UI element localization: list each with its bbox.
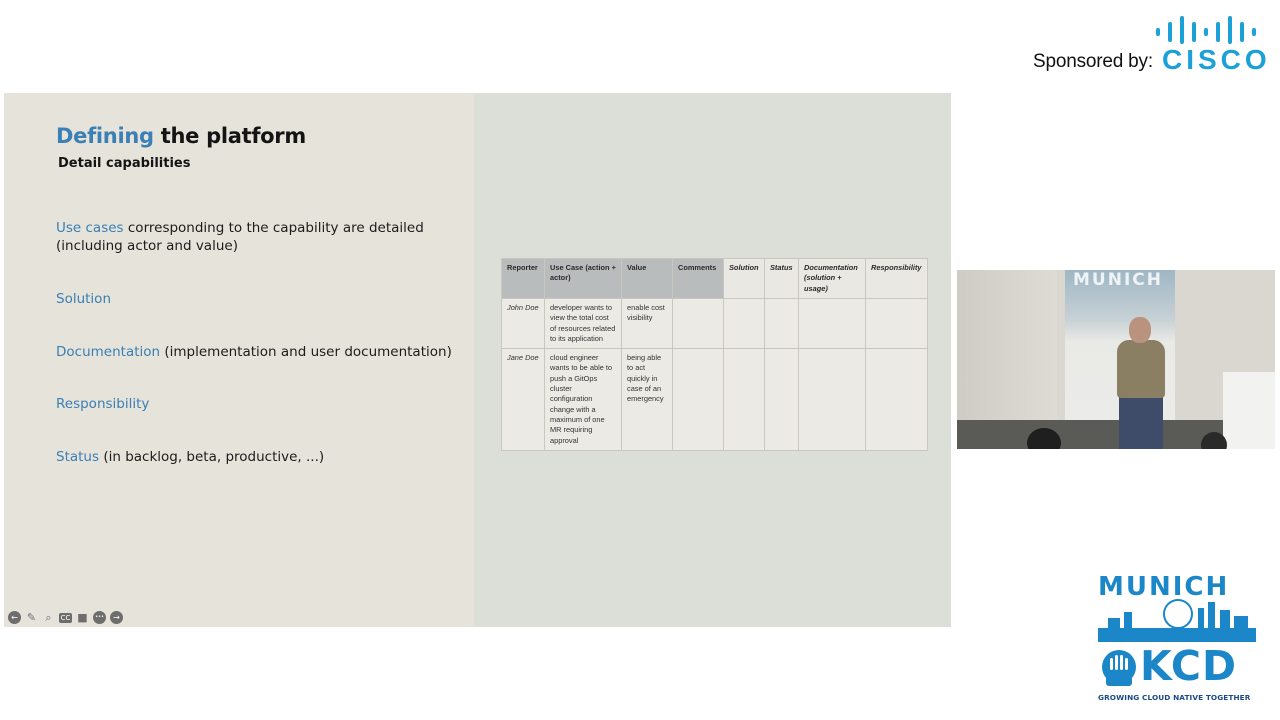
column-header: Documentation (solution + usage) [799,259,866,299]
event-logo [1096,572,1262,706]
table-cell [866,299,928,349]
slide-controls-toolbar [8,611,123,624]
list-item-use-cases [56,219,424,255]
speaker-figure [1119,394,1163,449]
banner-text: MUNICH [1073,270,1163,290]
table-cell [724,349,765,451]
keyword: Documentation [56,344,161,360]
table-cell: enable cost visibility [622,299,673,349]
column-header: Responsibility [866,259,928,299]
table-cell [724,299,765,349]
table-cell [799,349,866,451]
item-text: corresponding to the capability are detailed [123,220,424,236]
table-cell [765,349,799,451]
event-city: MUNICH [1098,572,1230,602]
keyword: Responsibility [56,396,150,412]
table-cell [673,349,724,451]
list-item-status [56,448,324,466]
table-cell [765,299,799,349]
event-tagline: GROWING CLOUD NATIVE TOGETHER [1098,693,1251,702]
keyword: Solution [56,291,111,307]
sponsor-brand: CISCO [1162,44,1271,75]
column-header: Use Case (action + actor) [545,259,622,299]
arrow-left-icon[interactable]: ← [8,611,21,624]
slide-subtitle: Detail capabilities [58,156,191,171]
table-cell [866,349,928,451]
zoom-icon[interactable]: ⌕ [45,611,52,624]
table-cell: being able to act quickly in case of an emergency [622,349,673,451]
item-text-line2: (including actor and value) [56,238,238,254]
sponsor-block [1030,14,1271,75]
captions-icon[interactable]: CC [60,613,71,622]
sponsor-label: Sponsored by: [1033,51,1153,72]
presentation-slide [4,93,951,627]
table-cell: cloud engineer wants to be able to push a GitOps cluster configuration change with a maximum of one MR requiring approval [545,349,622,451]
lectern [1223,372,1275,449]
table-cell: John Doe [502,299,545,349]
list-item-solution [56,290,111,308]
slide-title-rest: the platform [153,124,306,148]
table-cell: developer wants to view the total cost of resources related to its application [545,299,622,349]
speaker-figure [1129,317,1151,343]
speaker-camera-feed [957,270,1275,449]
camera-icon[interactable]: ■ [77,611,88,624]
more-icon[interactable]: ••• [93,611,106,624]
speaker-figure [1117,340,1165,398]
keyword: Status [56,449,100,465]
table-cell [673,299,724,349]
table-cell [799,299,866,349]
column-header: Status [765,259,799,299]
column-header: Value [622,259,673,299]
hands-icon [1098,646,1140,688]
column-header: Reporter [502,259,545,299]
table-row [502,349,928,451]
table-cell: Jane Doe [502,349,545,451]
pen-icon[interactable]: ✎ [26,611,37,624]
table-row [502,299,928,349]
list-item-documentation [56,343,452,361]
item-text: (implementation and user documentation) [160,344,452,360]
event-name: KCD [1140,642,1238,690]
slide-title [56,124,306,148]
capability-table [501,258,928,451]
column-header: Comments [673,259,724,299]
list-item-responsibility [56,395,149,413]
keyword: Use cases [56,220,124,236]
column-header: Solution [724,259,765,299]
arrow-right-icon[interactable]: → [110,611,123,624]
item-text: (in backlog, beta, productive, ...) [99,449,325,465]
table-header-row [502,259,928,299]
munich-skyline-icon [1098,598,1256,642]
slide-title-accent: Defining [56,124,154,148]
cisco-logo-icon [1154,14,1258,46]
